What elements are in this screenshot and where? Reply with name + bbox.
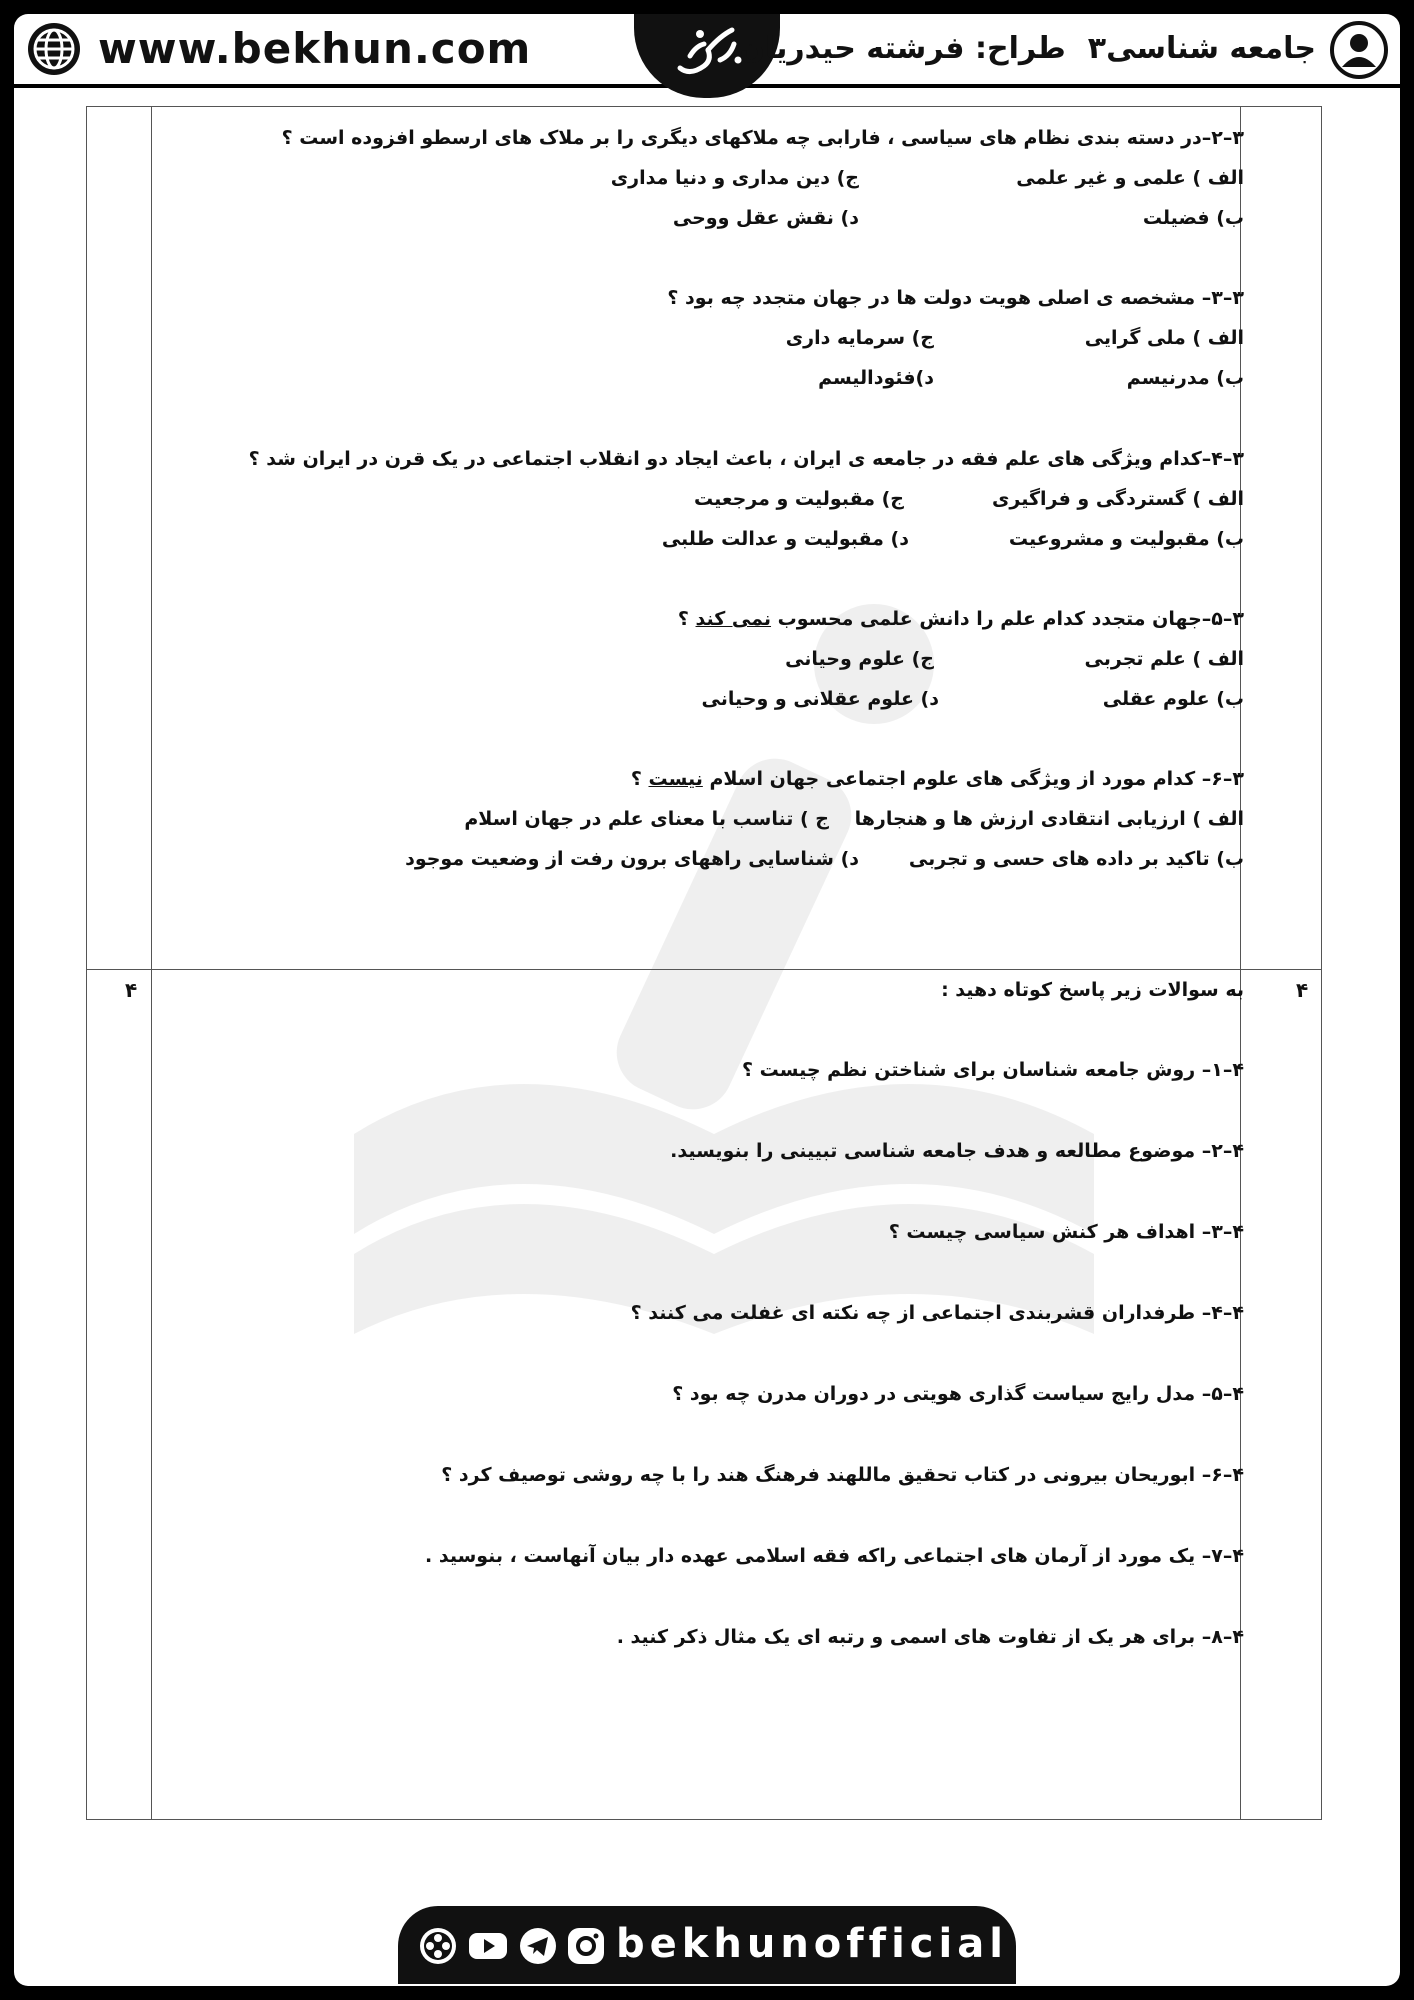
option-a: الف ) گستردگی و فراگیری	[991, 488, 1244, 510]
question-4-3: ۴–۳– اهداف هر کنش سیاسی چیست ؟	[888, 1221, 1244, 1243]
option-d: د) علوم عقلانی و وحیانی	[701, 688, 939, 710]
site-url[interactable]: www.bekhun.com	[98, 24, 532, 73]
score-column-divider	[151, 107, 152, 1819]
exam-title	[739, 22, 1316, 76]
option-c: ج) مقبولیت و مرجعیت	[693, 488, 904, 510]
option-c: ج ) تناسب با معنای علم در جهان اسلام	[464, 808, 829, 830]
telegram-icon[interactable]	[518, 1926, 558, 1966]
globe-icon	[26, 21, 82, 77]
subject-title: جامعه شناسی۳	[1087, 31, 1316, 66]
social-footer	[398, 1906, 1016, 1984]
question-4-2: ۴–۲– موضوع مطالعه و هدف جامعه شناسی تبیینی را بنویسید.	[670, 1140, 1244, 1162]
section-3-questions	[174, 106, 1244, 966]
designer-name: طراح: فرشته حیدریان	[739, 31, 1066, 66]
option-b: ب) تاکید بر داده های حسی و تجربی	[908, 848, 1244, 870]
camera-roll-icon[interactable]	[418, 1926, 458, 1966]
question-text: ۳–۵–جهان متجدد کدام علم را دانش علمی محسوب	[771, 608, 1244, 630]
option-d: د)فئودالیسم	[818, 367, 934, 389]
option-a: الف ) علمی و غیر علمی	[1016, 167, 1244, 189]
question-mark: ؟	[630, 768, 649, 790]
question-3-4: ۳–۴–کدام ویژگی های علم فقه در جامعه ی ایران ، باعث ایجاد دو انقلاب اجتماعی در یک قرن در ایران شد ؟	[248, 448, 1244, 470]
page-header	[14, 14, 1400, 88]
question-4-8: ۴–۸– برای هر یک از تفاوت های اسمی و رتبه ای یک مثال ذکر کنید .	[616, 1626, 1244, 1648]
option-d: د) مقبولیت و عدالت طلبی	[661, 528, 909, 550]
underlined-negation: نمی کند	[695, 608, 772, 630]
option-d: د) نقش عقل ووحی	[672, 207, 859, 229]
option-a: الف ) ملی گرایی	[1084, 327, 1244, 349]
option-b: ب) فضیلت	[1142, 207, 1244, 229]
question-4-5: ۴–۵– مدل رایج سیاست گذاری هویتی در دوران مدرن چه بود ؟	[672, 1383, 1244, 1405]
option-b: ب) مقبولیت و مشروعیت	[1008, 528, 1244, 550]
question-4-7: ۴–۷– یک مورد از آرمان های اجتماعی راکه فقه اسلامی عهده دار بیان آنهاست ، بنوسید .	[425, 1545, 1244, 1567]
youtube-icon[interactable]	[468, 1926, 508, 1966]
user-icon	[1330, 21, 1388, 79]
option-c: ج) سرمایه داری	[785, 327, 934, 349]
option-b: ب) مدرنیسم	[1126, 367, 1244, 389]
question-4-6: ۴–۶– ابوریحان بیرونی در کتاب تحقیق ماللهند فرهنگ هند را با چه روشی توصیف کرد ؟	[441, 1464, 1244, 1486]
option-d: د) شناسایی راههای برون رفت از وضعیت موجود	[405, 848, 859, 870]
question-4-4: ۴–۴– طرفداران قشربندی اجتماعی از چه نکته ای غفلت می کنند ؟	[630, 1302, 1244, 1324]
section-instruction: به سوالات زیر پاسخ کوتاه دهید :	[941, 979, 1244, 1001]
question-3-6	[631, 765, 1244, 793]
section-4-questions	[174, 966, 1244, 1726]
exam-page	[14, 14, 1400, 1986]
question-text: ۳–۶– کدام مورد از ویژگی های علوم اجتماعی جهان اسلام	[702, 768, 1244, 790]
underlined-negation: نیست	[648, 768, 703, 790]
question-mark: ؟	[677, 608, 696, 630]
question-3-2: ۳–۲–در دسته بندی نظام های سیاسی ، فارابی چه ملاکهای دیگری را بر ملاک های ارسطو افزوده است ؟	[281, 127, 1244, 149]
option-c: ج) علوم وحیانی	[785, 648, 934, 670]
social-handle[interactable]: bekhunofficial	[616, 1921, 1008, 1967]
question-4-1: ۴–۱– روش جامعه شناسان برای شناختن نظم چیست ؟	[741, 1059, 1244, 1081]
option-a: الف ) علم تجربی	[1084, 648, 1244, 670]
question-3-3: ۳–۳– مشخصه ی اصلی هویت دولت ها در جهان متجدد چه بود ؟	[667, 287, 1244, 309]
instagram-icon[interactable]	[566, 1926, 606, 1966]
option-c: ج) دین مداری و دنیا مداری	[610, 167, 859, 189]
row-number: ۴	[1296, 978, 1309, 1002]
option-a: الف ) ارزیابی انتقادی ارزش ها و هنجارها	[854, 808, 1244, 830]
question-3-5	[678, 605, 1244, 633]
option-b: ب) علوم عقلی	[1102, 688, 1244, 710]
question-score: ۴	[125, 978, 138, 1002]
